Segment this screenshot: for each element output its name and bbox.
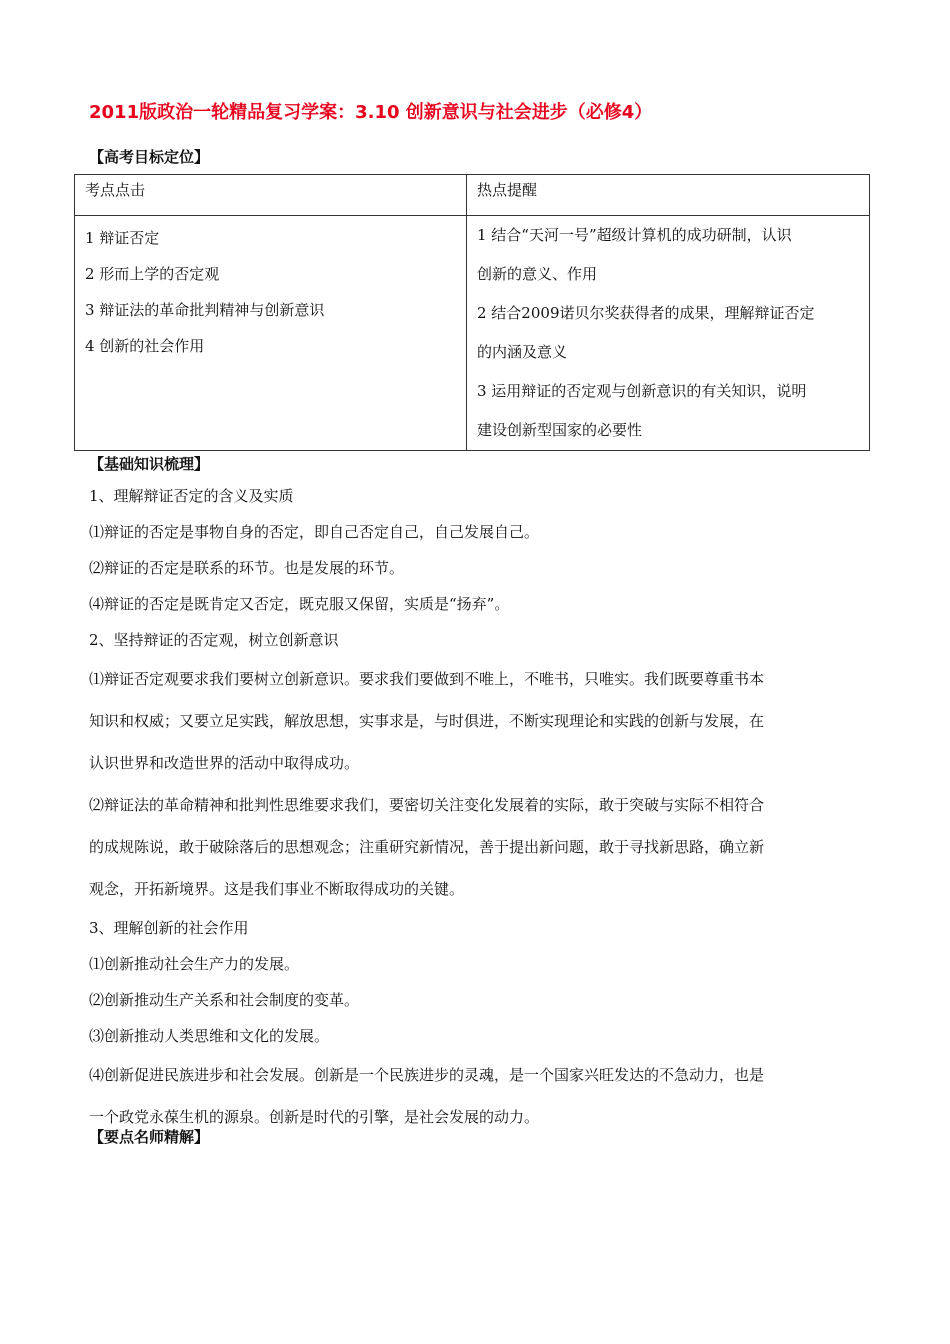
paragraph-line: ⑴辩证否定观要求我们要树立创新意识。要求我们要做到不唯上，不唯书，只唯实。我们既要尊重书本: [89, 670, 765, 688]
exam-point-item: 3 辩证法的革命批判精神与创新意识: [85, 301, 325, 319]
document-title: 2011版政治一轮精品复习学案：3.10 创新意识与社会进步（必修4）: [89, 102, 653, 123]
paragraph-line: 的成规陈说，敢于破除落后的思想观念；注重研究新情况，善于提出新问题，敢于寻找新思路，确立新: [89, 838, 765, 856]
hot-topic-line: 的内涵及意义: [477, 343, 568, 361]
paragraph-line: ⑴创新推动社会生产力的发展。: [89, 955, 300, 973]
subheading-1: 1、理解辩证否定的含义及实质: [89, 487, 294, 505]
section-heading-target: 【高考目标定位】: [89, 148, 210, 166]
hot-topic-line: 创新的意义、作用: [477, 265, 598, 283]
paragraph-line: ⑵辩证法的革命精神和批判性思维要求我们，要密切关注变化发展着的实际，敢于突破与实际不相符合: [89, 796, 765, 814]
table-header-left: 考点点击: [75, 175, 467, 216]
hot-topic-line: 2 结合2009诺贝尔奖获得者的成果，理解辩证否定: [477, 304, 815, 322]
hot-topic-line: 建设创新型国家的必要性: [477, 421, 643, 439]
hot-topic-line: 1 结合“天河一号”超级计算机的成功研制，认识: [477, 226, 792, 244]
paragraph-line: 一个政党永葆生机的源泉。创新是时代的引擎，是社会发展的动力。: [89, 1108, 540, 1126]
section-heading-basics: 【基础知识梳理】: [89, 455, 210, 473]
section-heading-key-points: 【要点名师精解】: [89, 1128, 210, 1146]
hot-topics-cell: [467, 216, 870, 451]
paragraph-line: ⑷辩证的否定是既肯定又否定，既克服又保留，实质是“扬弃”。: [89, 595, 510, 613]
hot-topic-line: 3 运用辩证的否定观与创新意识的有关知识，说明: [477, 382, 807, 400]
subheading-3: 3、理解创新的社会作用: [89, 919, 249, 937]
paragraph-line: ⑷创新促进民族进步和社会发展。创新是一个民族进步的灵魂，是一个国家兴旺发达的不急动力，也是: [89, 1066, 765, 1084]
table-body-row: [75, 216, 870, 451]
paragraph-line: ⑴辩证的否定是事物自身的否定，即自己否定自己，自己发展自己。: [89, 523, 540, 541]
table-header-right: 热点提醒: [467, 175, 870, 216]
exam-points-cell: [75, 216, 467, 451]
paragraph-line: 观念，开拓新境界。这是我们事业不断取得成功的关键。: [89, 880, 465, 898]
paragraph-line: ⑵辩证的否定是联系的环节。也是发展的环节。: [89, 559, 405, 577]
exam-point-item: 1 辩证否定: [85, 229, 160, 247]
paragraph-line: 知识和权威；又要立足实践，解放思想，实事求是，与时俱进，不断实现理论和实践的创新与发展，在: [89, 712, 765, 730]
basics-body: [89, 478, 864, 1138]
exam-point-item: 4 创新的社会作用: [85, 337, 205, 355]
paragraph-line: 认识世界和改造世界的活动中取得成功。: [89, 754, 360, 772]
subheading-2: 2、坚持辩证的否定观，树立创新意识: [89, 631, 339, 649]
objectives-table: [74, 174, 870, 451]
exam-point-item: 2 形而上学的否定观: [85, 265, 220, 283]
paragraph-line: ⑵创新推动生产关系和社会制度的变革。: [89, 991, 360, 1009]
paragraph-line: ⑶创新推动人类思维和文化的发展。: [89, 1027, 330, 1045]
table-header-row: [75, 175, 870, 216]
